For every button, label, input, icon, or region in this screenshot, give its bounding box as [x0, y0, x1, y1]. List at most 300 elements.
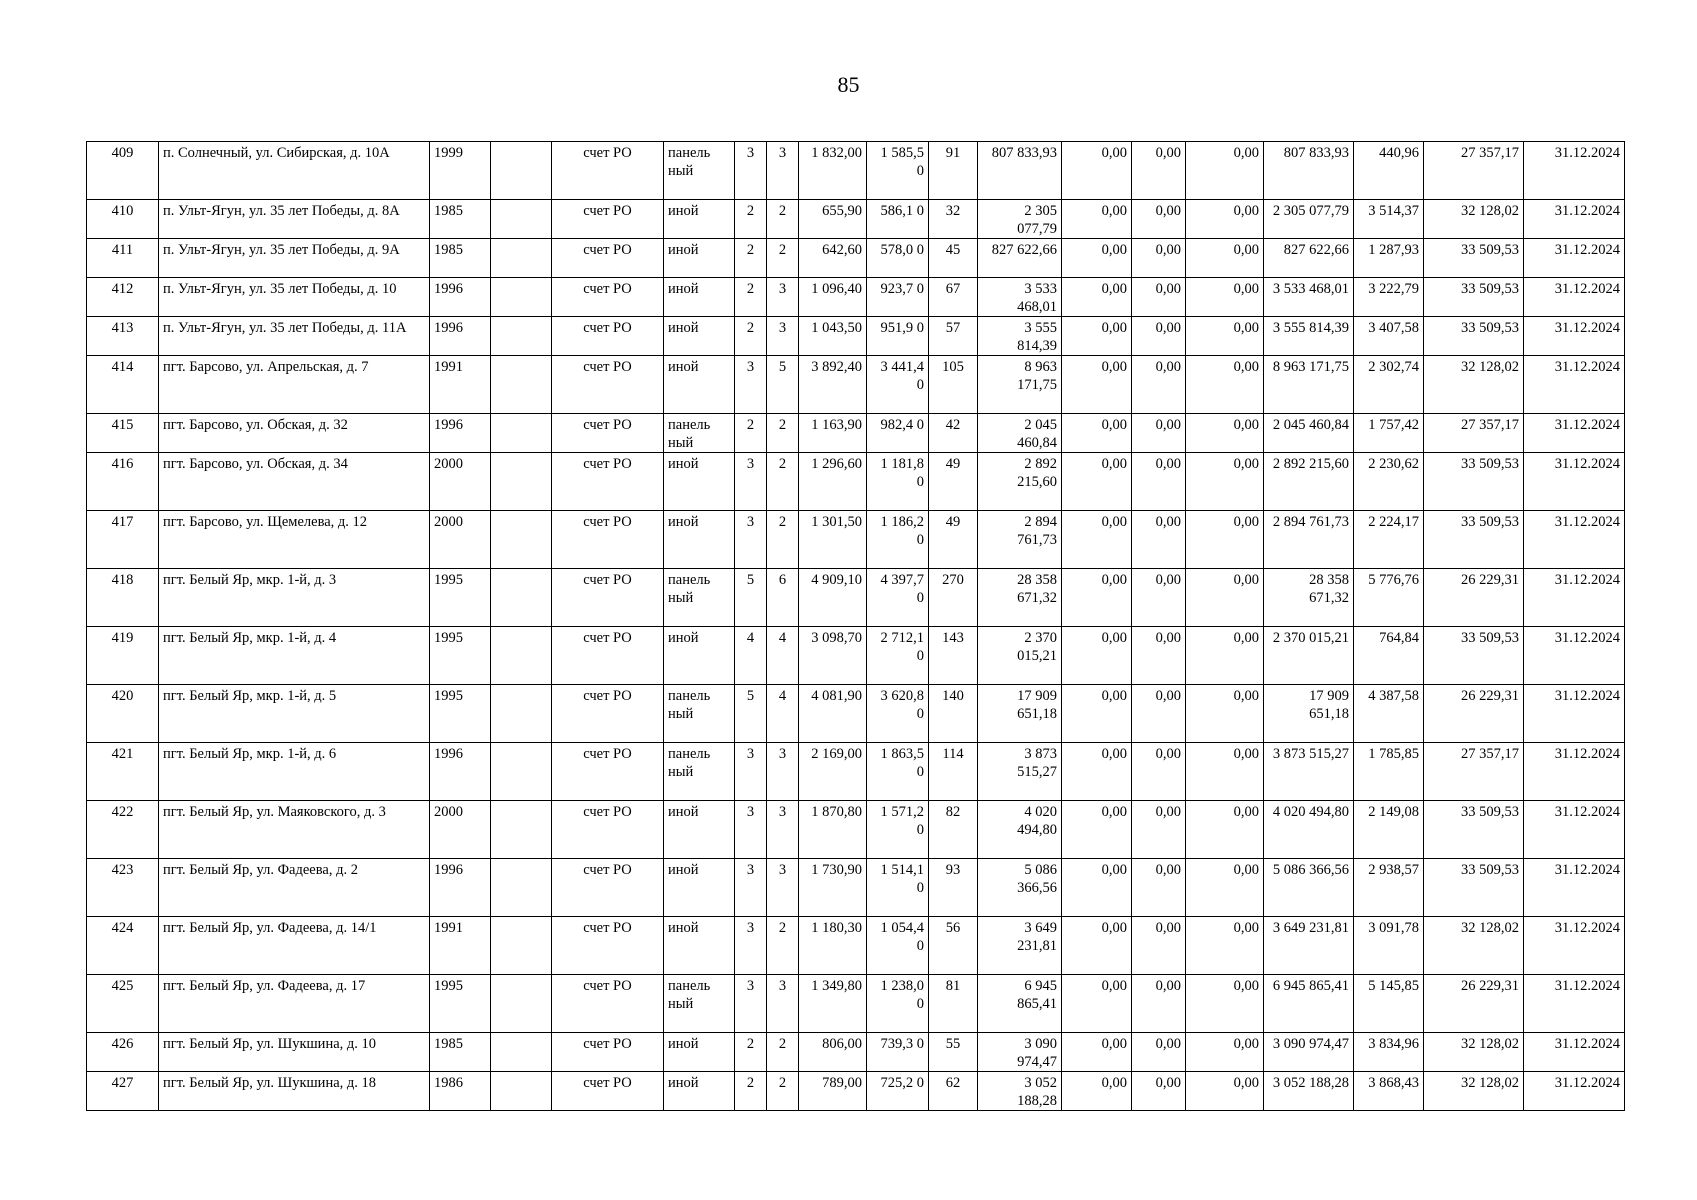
cell-area-total: 1 870,80 — [799, 801, 867, 859]
cell-limit: 32 128,02 — [1424, 1033, 1524, 1072]
cell-address: п. Ульт-Ягун, ул. 35 лет Победы, д. 9А — [159, 239, 430, 278]
cell-entrances: 6 — [767, 569, 799, 627]
cell-owners: 807 833,93 — [1264, 142, 1354, 200]
cell-c2: 0,00 — [1132, 569, 1186, 627]
cell-n: 427 — [87, 1072, 159, 1111]
cell-area-living: 725,2 0 — [867, 1072, 929, 1111]
cell-owners: 3 090 974,47 — [1264, 1033, 1354, 1072]
cell-walls: иной — [664, 801, 735, 859]
cell-limit: 27 357,17 — [1424, 142, 1524, 200]
cell-n: 411 — [87, 239, 159, 278]
cell-c2: 0,00 — [1132, 278, 1186, 317]
cell-per-m2: 5 776,76 — [1354, 569, 1424, 627]
cell-area-living: 1 571,2 0 — [867, 801, 929, 859]
cell-address: пгт. Белый Яр, ул. Фадеева, д. 14/1 — [159, 917, 430, 975]
cell-blank — [491, 142, 552, 200]
cell-fund: счет РО — [552, 453, 664, 511]
cell-deadline: 31.12.2024 — [1524, 1033, 1625, 1072]
table-row — [87, 317, 1625, 356]
cell-residents: 49 — [929, 511, 978, 569]
cell-blank — [491, 917, 552, 975]
cell-per-m2: 2 230,62 — [1354, 453, 1424, 511]
cell-c2: 0,00 — [1132, 801, 1186, 859]
cell-c3: 0,00 — [1186, 627, 1264, 685]
page-number: 85 — [837, 72, 860, 97]
cell-year: 1985 — [430, 1033, 491, 1072]
cell-n: 416 — [87, 453, 159, 511]
cell-floors: 3 — [735, 743, 767, 801]
cell-c1: 0,00 — [1062, 200, 1132, 239]
cell-walls: иной — [664, 1072, 735, 1111]
cell-cost-total: 4 020 494,80 — [978, 801, 1062, 859]
cell-walls: иной — [664, 917, 735, 975]
cell-c2: 0,00 — [1132, 975, 1186, 1033]
cell-area-total: 1 296,60 — [799, 453, 867, 511]
cell-c3: 0,00 — [1186, 859, 1264, 917]
table-row — [87, 239, 1625, 278]
cell-limit: 32 128,02 — [1424, 1072, 1524, 1111]
cell-owners: 6 945 865,41 — [1264, 975, 1354, 1033]
cell-floors: 3 — [735, 356, 767, 414]
cell-fund: счет РО — [552, 356, 664, 414]
cell-per-m2: 3 834,96 — [1354, 1033, 1424, 1072]
cell-fund: счет РО — [552, 743, 664, 801]
cell-c2: 0,00 — [1132, 627, 1186, 685]
cell-limit: 27 357,17 — [1424, 414, 1524, 453]
cell-year: 1985 — [430, 200, 491, 239]
cell-residents: 55 — [929, 1033, 978, 1072]
cell-deadline: 31.12.2024 — [1524, 801, 1625, 859]
cell-deadline: 31.12.2024 — [1524, 859, 1625, 917]
cell-deadline: 31.12.2024 — [1524, 1072, 1625, 1111]
cell-blank — [491, 975, 552, 1033]
cell-n: 421 — [87, 743, 159, 801]
cell-owners: 3 533 468,01 — [1264, 278, 1354, 317]
cell-year: 1999 — [430, 142, 491, 200]
cell-c3: 0,00 — [1186, 453, 1264, 511]
cell-c2: 0,00 — [1132, 1072, 1186, 1111]
cell-residents: 81 — [929, 975, 978, 1033]
cell-address: пгт. Белый Яр, ул. Фадеева, д. 17 — [159, 975, 430, 1033]
cell-address: пгт. Белый Яр, ул. Маяковского, д. 3 — [159, 801, 430, 859]
cell-cost-total: 8 963 171,75 — [978, 356, 1062, 414]
cell-floors: 3 — [735, 859, 767, 917]
cell-blank — [491, 859, 552, 917]
cell-entrances: 2 — [767, 453, 799, 511]
cell-blank — [491, 317, 552, 356]
cell-year: 1986 — [430, 1072, 491, 1111]
cell-walls: панель ный — [664, 569, 735, 627]
cell-blank — [491, 511, 552, 569]
cell-c1: 0,00 — [1062, 239, 1132, 278]
cell-c2: 0,00 — [1132, 200, 1186, 239]
cell-floors: 2 — [735, 278, 767, 317]
cell-cost-total: 2 045 460,84 — [978, 414, 1062, 453]
cell-c2: 0,00 — [1132, 414, 1186, 453]
cell-fund: счет РО — [552, 1033, 664, 1072]
cell-fund: счет РО — [552, 278, 664, 317]
table-row — [87, 278, 1625, 317]
cell-n: 426 — [87, 1033, 159, 1072]
table-row — [87, 859, 1625, 917]
cell-c3: 0,00 — [1186, 317, 1264, 356]
cell-area-total: 1 043,50 — [799, 317, 867, 356]
cell-c1: 0,00 — [1062, 569, 1132, 627]
table-row — [87, 1033, 1625, 1072]
cell-limit: 27 357,17 — [1424, 743, 1524, 801]
cell-address: п. Ульт-Ягун, ул. 35 лет Победы, д. 11А — [159, 317, 430, 356]
cell-deadline: 31.12.2024 — [1524, 917, 1625, 975]
cell-floors: 3 — [735, 975, 767, 1033]
cell-floors: 2 — [735, 1033, 767, 1072]
cell-c3: 0,00 — [1186, 569, 1264, 627]
cell-c2: 0,00 — [1132, 317, 1186, 356]
cell-blank — [491, 743, 552, 801]
cell-c3: 0,00 — [1186, 414, 1264, 453]
cell-c3: 0,00 — [1186, 1072, 1264, 1111]
cell-address: пгт. Белый Яр, ул. Фадеева, д. 2 — [159, 859, 430, 917]
cell-cost-total: 6 945 865,41 — [978, 975, 1062, 1033]
cell-c1: 0,00 — [1062, 142, 1132, 200]
cell-cost-total: 827 622,66 — [978, 239, 1062, 278]
cell-area-living: 1 238,0 0 — [867, 975, 929, 1033]
cell-c2: 0,00 — [1132, 859, 1186, 917]
cell-fund: счет РО — [552, 414, 664, 453]
cell-residents: 62 — [929, 1072, 978, 1111]
cell-owners: 5 086 366,56 — [1264, 859, 1354, 917]
table-row — [87, 1072, 1625, 1111]
cell-cost-total: 3 533 468,01 — [978, 278, 1062, 317]
cell-floors: 5 — [735, 569, 767, 627]
table-row — [87, 917, 1625, 975]
cell-area-total: 1 180,30 — [799, 917, 867, 975]
cell-blank — [491, 239, 552, 278]
cell-cost-total: 2 370 015,21 — [978, 627, 1062, 685]
cell-year: 2000 — [430, 511, 491, 569]
cell-blank — [491, 278, 552, 317]
cell-entrances: 3 — [767, 278, 799, 317]
cell-owners: 2 892 215,60 — [1264, 453, 1354, 511]
cell-area-total: 4 909,10 — [799, 569, 867, 627]
cell-owners: 8 963 171,75 — [1264, 356, 1354, 414]
cell-floors: 5 — [735, 685, 767, 743]
cell-address: п. Солнечный, ул. Сибирская, д. 10А — [159, 142, 430, 200]
cell-cost-total: 3 090 974,47 — [978, 1033, 1062, 1072]
cell-deadline: 31.12.2024 — [1524, 317, 1625, 356]
cell-floors: 3 — [735, 453, 767, 511]
table-row — [87, 975, 1625, 1033]
cell-per-m2: 4 387,58 — [1354, 685, 1424, 743]
cell-c1: 0,00 — [1062, 685, 1132, 743]
cell-cost-total: 5 086 366,56 — [978, 859, 1062, 917]
cell-c3: 0,00 — [1186, 975, 1264, 1033]
cell-fund: счет РО — [552, 801, 664, 859]
cell-entrances: 3 — [767, 317, 799, 356]
cell-c1: 0,00 — [1062, 1072, 1132, 1111]
cell-deadline: 31.12.2024 — [1524, 511, 1625, 569]
cell-residents: 42 — [929, 414, 978, 453]
cell-area-living: 1 181,8 0 — [867, 453, 929, 511]
cell-year: 1995 — [430, 685, 491, 743]
cell-entrances: 3 — [767, 801, 799, 859]
cell-deadline: 31.12.2024 — [1524, 743, 1625, 801]
cell-fund: счет РО — [552, 975, 664, 1033]
cell-year: 1995 — [430, 569, 491, 627]
cell-entrances: 3 — [767, 859, 799, 917]
cell-area-living: 982,4 0 — [867, 414, 929, 453]
cell-address: пгт. Белый Яр, ул. Шукшина, д. 10 — [159, 1033, 430, 1072]
cell-residents: 67 — [929, 278, 978, 317]
cell-residents: 45 — [929, 239, 978, 278]
cell-area-living: 1 054,4 0 — [867, 917, 929, 975]
cell-c3: 0,00 — [1186, 239, 1264, 278]
cell-cost-total: 3 052 188,28 — [978, 1072, 1062, 1111]
cell-owners: 3 649 231,81 — [1264, 917, 1354, 975]
cell-fund: счет РО — [552, 142, 664, 200]
cell-blank — [491, 1072, 552, 1111]
cell-c3: 0,00 — [1186, 356, 1264, 414]
cell-per-m2: 440,96 — [1354, 142, 1424, 200]
table-row — [87, 801, 1625, 859]
cell-limit: 33 509,53 — [1424, 801, 1524, 859]
cell-per-m2: 2 938,57 — [1354, 859, 1424, 917]
cell-c1: 0,00 — [1062, 453, 1132, 511]
cell-area-living: 1 585,5 0 — [867, 142, 929, 200]
cell-area-living: 739,3 0 — [867, 1033, 929, 1072]
cell-blank — [491, 453, 552, 511]
cell-owners: 3 555 814,39 — [1264, 317, 1354, 356]
cell-deadline: 31.12.2024 — [1524, 414, 1625, 453]
cell-residents: 32 — [929, 200, 978, 239]
cell-per-m2: 2 149,08 — [1354, 801, 1424, 859]
cell-entrances: 2 — [767, 414, 799, 453]
cell-c3: 0,00 — [1186, 200, 1264, 239]
cell-residents: 49 — [929, 453, 978, 511]
cell-blank — [491, 627, 552, 685]
cell-entrances: 2 — [767, 1033, 799, 1072]
cell-floors: 2 — [735, 200, 767, 239]
cell-fund: счет РО — [552, 685, 664, 743]
cell-n: 420 — [87, 685, 159, 743]
cell-owners: 2 894 761,73 — [1264, 511, 1354, 569]
cell-address: пгт. Барсово, ул. Апрельская, д. 7 — [159, 356, 430, 414]
cell-address: пгт. Барсово, ул. Щемелева, д. 12 — [159, 511, 430, 569]
cell-area-total: 789,00 — [799, 1072, 867, 1111]
cell-limit: 33 509,53 — [1424, 511, 1524, 569]
cell-address: пгт. Белый Яр, ул. Шукшина, д. 18 — [159, 1072, 430, 1111]
cell-area-total: 642,60 — [799, 239, 867, 278]
cell-n: 414 — [87, 356, 159, 414]
cell-fund: счет РО — [552, 511, 664, 569]
cell-area-total: 1 163,90 — [799, 414, 867, 453]
cell-cost-total: 3 649 231,81 — [978, 917, 1062, 975]
cell-cost-total: 3 555 814,39 — [978, 317, 1062, 356]
cell-blank — [491, 1033, 552, 1072]
cell-address: п. Ульт-Ягун, ул. 35 лет Победы, д. 8А — [159, 200, 430, 239]
cell-year: 1995 — [430, 975, 491, 1033]
cell-c1: 0,00 — [1062, 743, 1132, 801]
cell-n: 423 — [87, 859, 159, 917]
cell-area-living: 3 441,4 0 — [867, 356, 929, 414]
cell-per-m2: 3 868,43 — [1354, 1072, 1424, 1111]
cell-limit: 32 128,02 — [1424, 917, 1524, 975]
cell-n: 419 — [87, 627, 159, 685]
housing-registry-table — [86, 141, 1625, 1111]
cell-year: 2000 — [430, 453, 491, 511]
cell-fund: счет РО — [552, 239, 664, 278]
cell-c1: 0,00 — [1062, 414, 1132, 453]
cell-area-total: 655,90 — [799, 200, 867, 239]
cell-address: пгт. Барсово, ул. Обская, д. 32 — [159, 414, 430, 453]
cell-per-m2: 1 287,93 — [1354, 239, 1424, 278]
cell-deadline: 31.12.2024 — [1524, 685, 1625, 743]
cell-per-m2: 2 224,17 — [1354, 511, 1424, 569]
cell-address: пгт. Белый Яр, мкр. 1-й, д. 5 — [159, 685, 430, 743]
cell-residents: 140 — [929, 685, 978, 743]
cell-floors: 2 — [735, 1072, 767, 1111]
cell-c1: 0,00 — [1062, 317, 1132, 356]
cell-blank — [491, 200, 552, 239]
cell-fund: счет РО — [552, 200, 664, 239]
cell-year: 2000 — [430, 801, 491, 859]
cell-c1: 0,00 — [1062, 356, 1132, 414]
cell-n: 417 — [87, 511, 159, 569]
table-row — [87, 200, 1625, 239]
cell-c2: 0,00 — [1132, 239, 1186, 278]
cell-per-m2: 3 091,78 — [1354, 917, 1424, 975]
cell-entrances: 3 — [767, 142, 799, 200]
cell-n: 422 — [87, 801, 159, 859]
cell-per-m2: 1 757,42 — [1354, 414, 1424, 453]
cell-year: 1995 — [430, 627, 491, 685]
cell-residents: 56 — [929, 917, 978, 975]
table-row — [87, 511, 1625, 569]
cell-walls: панель ный — [664, 142, 735, 200]
table-row — [87, 356, 1625, 414]
cell-n: 409 — [87, 142, 159, 200]
cell-floors: 2 — [735, 239, 767, 278]
cell-walls: иной — [664, 278, 735, 317]
cell-entrances: 4 — [767, 627, 799, 685]
cell-walls: иной — [664, 200, 735, 239]
cell-area-total: 2 169,00 — [799, 743, 867, 801]
table-row — [87, 414, 1625, 453]
cell-per-m2: 5 145,85 — [1354, 975, 1424, 1033]
cell-area-total: 3 892,40 — [799, 356, 867, 414]
cell-cost-total: 2 305 077,79 — [978, 200, 1062, 239]
cell-limit: 33 509,53 — [1424, 627, 1524, 685]
table-row — [87, 142, 1625, 200]
cell-area-living: 1 514,1 0 — [867, 859, 929, 917]
cell-area-living: 1 863,5 0 — [867, 743, 929, 801]
cell-walls: иной — [664, 356, 735, 414]
cell-year: 1991 — [430, 356, 491, 414]
table-row — [87, 569, 1625, 627]
cell-entrances: 4 — [767, 685, 799, 743]
cell-entrances: 5 — [767, 356, 799, 414]
cell-area-total: 1 349,80 — [799, 975, 867, 1033]
cell-c2: 0,00 — [1132, 1033, 1186, 1072]
cell-per-m2: 1 785,85 — [1354, 743, 1424, 801]
cell-blank — [491, 685, 552, 743]
cell-c1: 0,00 — [1062, 278, 1132, 317]
cell-n: 424 — [87, 917, 159, 975]
cell-fund: счет РО — [552, 569, 664, 627]
cell-address: пгт. Белый Яр, мкр. 1-й, д. 4 — [159, 627, 430, 685]
cell-entrances: 2 — [767, 511, 799, 569]
cell-c2: 0,00 — [1132, 743, 1186, 801]
cell-deadline: 31.12.2024 — [1524, 627, 1625, 685]
cell-per-m2: 3 222,79 — [1354, 278, 1424, 317]
cell-year: 1996 — [430, 859, 491, 917]
cell-walls: иной — [664, 453, 735, 511]
cell-c3: 0,00 — [1186, 511, 1264, 569]
cell-area-living: 951,9 0 — [867, 317, 929, 356]
cell-floors: 2 — [735, 317, 767, 356]
cell-per-m2: 764,84 — [1354, 627, 1424, 685]
cell-per-m2: 3 514,37 — [1354, 200, 1424, 239]
cell-year: 1996 — [430, 743, 491, 801]
cell-residents: 270 — [929, 569, 978, 627]
cell-owners: 2 305 077,79 — [1264, 200, 1354, 239]
cell-deadline: 31.12.2024 — [1524, 453, 1625, 511]
table-row — [87, 627, 1625, 685]
cell-c2: 0,00 — [1132, 685, 1186, 743]
cell-year: 1996 — [430, 317, 491, 356]
cell-c1: 0,00 — [1062, 627, 1132, 685]
cell-walls: панель ный — [664, 414, 735, 453]
cell-owners: 17 909 651,18 — [1264, 685, 1354, 743]
cell-c3: 0,00 — [1186, 801, 1264, 859]
cell-area-living: 2 712,1 0 — [867, 627, 929, 685]
cell-area-living: 578,0 0 — [867, 239, 929, 278]
cell-limit: 33 509,53 — [1424, 239, 1524, 278]
cell-floors: 3 — [735, 511, 767, 569]
cell-c2: 0,00 — [1132, 453, 1186, 511]
cell-walls: иной — [664, 317, 735, 356]
cell-entrances: 2 — [767, 200, 799, 239]
cell-year: 1991 — [430, 917, 491, 975]
cell-entrances: 2 — [767, 239, 799, 278]
cell-fund: счет РО — [552, 317, 664, 356]
cell-entrances: 3 — [767, 975, 799, 1033]
cell-owners: 3 052 188,28 — [1264, 1072, 1354, 1111]
cell-c2: 0,00 — [1132, 917, 1186, 975]
cell-fund: счет РО — [552, 917, 664, 975]
cell-residents: 143 — [929, 627, 978, 685]
cell-walls: иной — [664, 1033, 735, 1072]
cell-per-m2: 3 407,58 — [1354, 317, 1424, 356]
cell-area-living: 923,7 0 — [867, 278, 929, 317]
cell-area-total: 1 832,00 — [799, 142, 867, 200]
cell-c3: 0,00 — [1186, 1033, 1264, 1072]
cell-entrances: 2 — [767, 917, 799, 975]
cell-area-total: 1 096,40 — [799, 278, 867, 317]
cell-address: пгт. Белый Яр, мкр. 1-й, д. 3 — [159, 569, 430, 627]
cell-fund: счет РО — [552, 859, 664, 917]
cell-cost-total: 2 894 761,73 — [978, 511, 1062, 569]
cell-blank — [491, 414, 552, 453]
table-row — [87, 685, 1625, 743]
cell-cost-total: 28 358 671,32 — [978, 569, 1062, 627]
cell-c2: 0,00 — [1132, 511, 1186, 569]
cell-limit: 33 509,53 — [1424, 859, 1524, 917]
cell-residents: 82 — [929, 801, 978, 859]
cell-deadline: 31.12.2024 — [1524, 278, 1625, 317]
cell-year: 1985 — [430, 239, 491, 278]
cell-walls: иной — [664, 511, 735, 569]
cell-residents: 114 — [929, 743, 978, 801]
